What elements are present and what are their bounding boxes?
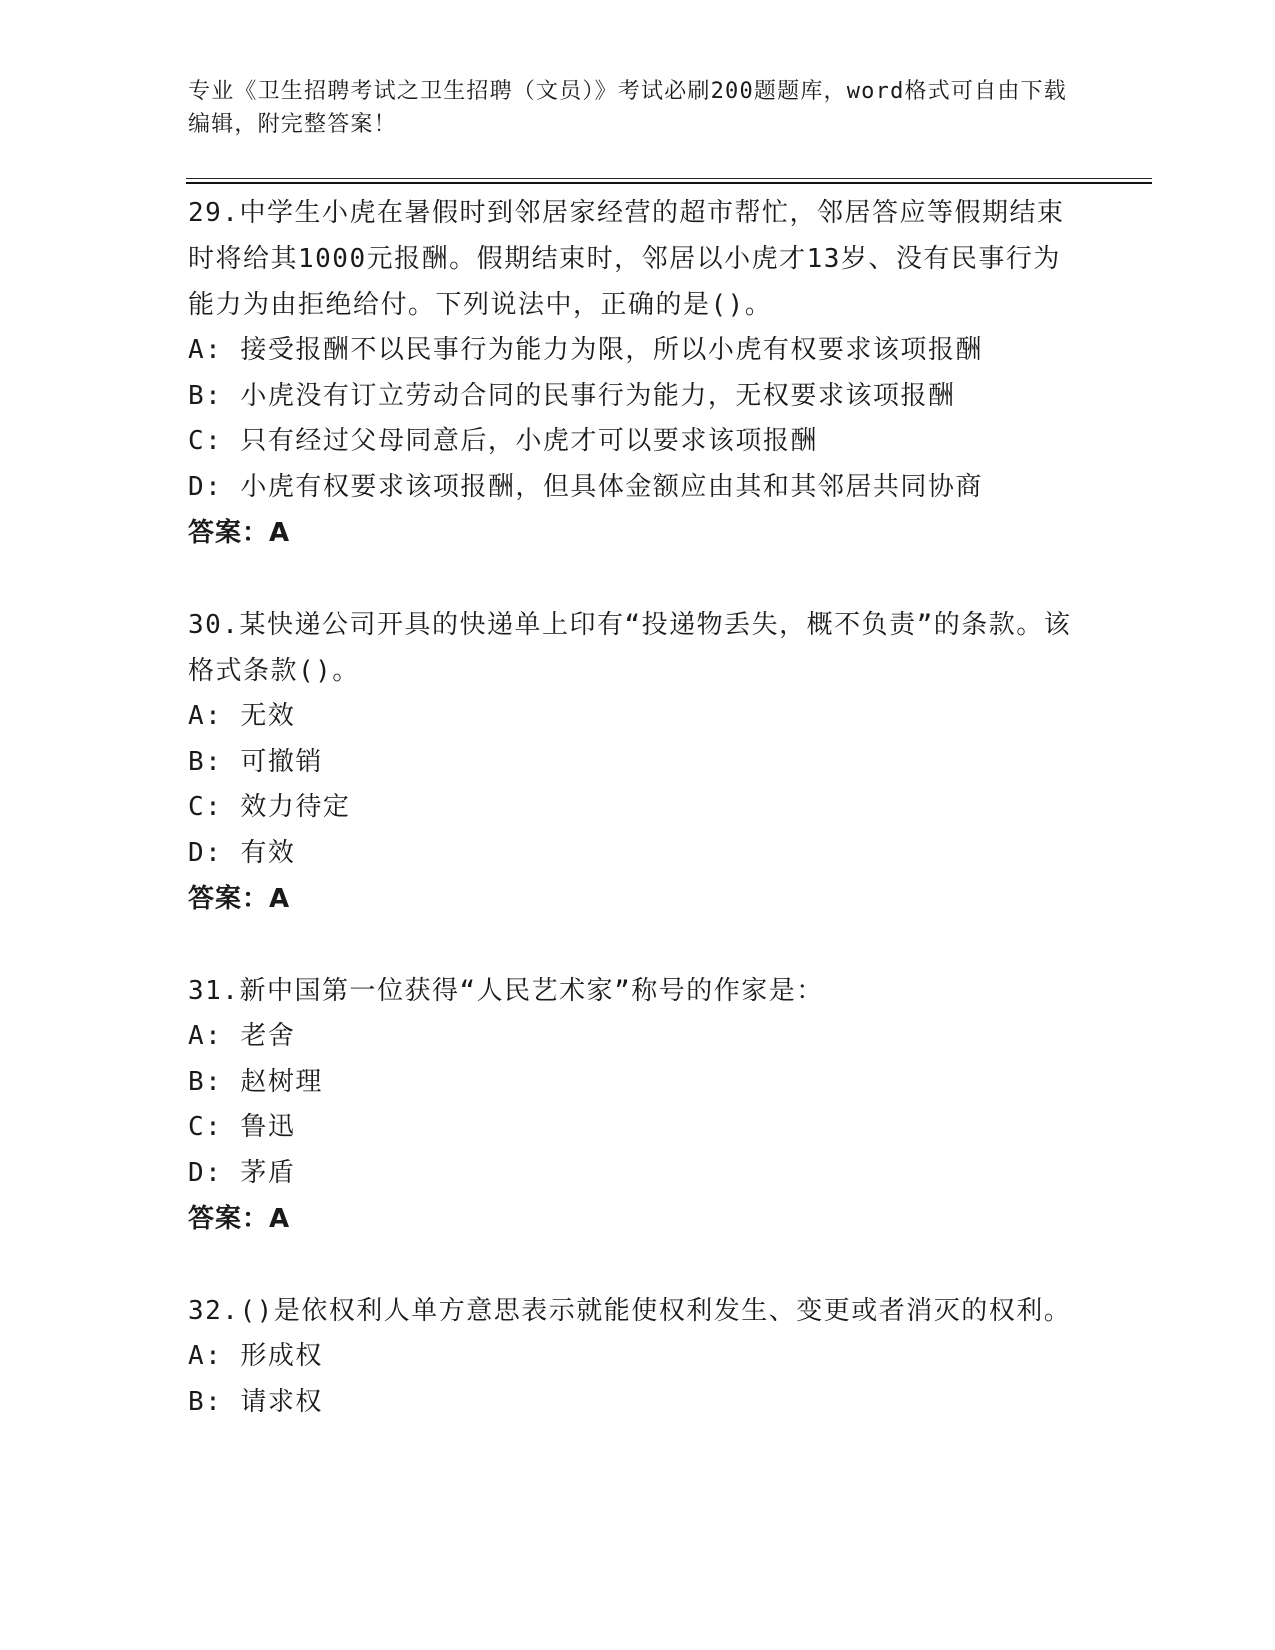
- answer-line: 答案：A: [188, 884, 291, 914]
- header-divider-thick: [186, 182, 1152, 184]
- question-31: [188, 968, 1088, 1242]
- option-b: B: 可撤销: [188, 746, 323, 777]
- option-d: D: 小虎有权要求该项报酬，但具体金额应由其和其邻居共同协商: [188, 471, 983, 502]
- question-32: [188, 1288, 1088, 1425]
- question-29: [188, 190, 1088, 556]
- option-c: C: 鲁迅: [188, 1112, 296, 1142]
- question-stem: 29.中学生小虎在暑假时到邻居家经营的超市帮忙，邻居答应等假期结束时将给其1000元报酬。假期结束时，邻居以小虎才13岁、没有民事行为能力为由拒绝给付。下列说法中，正确的是()。: [188, 198, 1065, 320]
- answer-line: 答案：A: [188, 1204, 291, 1234]
- option-a: A: 形成权: [188, 1341, 323, 1371]
- option-d: D: 茅盾: [188, 1157, 296, 1188]
- option-a: A: 无效: [188, 701, 296, 731]
- question-stem: 30.某快递公司开具的快递单上印有“投递物丢失，概不负责”的条款。该格式条款()。: [188, 610, 1072, 686]
- option-b: B: 小虎没有订立劳动合同的民事行为能力，无权要求该项报酬: [188, 380, 956, 411]
- option-b: B: 赵树理: [188, 1066, 323, 1097]
- option-c: C: 只有经过父母同意后，小虎才可以要求该项报酬: [188, 426, 818, 456]
- header-divider-thin: [186, 178, 1152, 179]
- option-b: B: 请求权: [188, 1386, 323, 1417]
- question-list: [188, 190, 1088, 1425]
- question-30: [188, 602, 1088, 922]
- option-d: D: 有效: [188, 837, 296, 868]
- option-a: A: 接受报酬不以民事行为能力为限，所以小虎有权要求该项报酬: [188, 335, 983, 365]
- answer-line: 答案：A: [188, 518, 291, 548]
- document-header: 专业《卫生招聘考试之卫生招聘（文员）》考试必刷200题题库，word格式可自由下载编辑，附完整答案！: [188, 79, 1067, 137]
- question-stem: 32.()是依权利人单方意思表示就能使权利发生、变更或者消灭的权利。: [188, 1296, 1072, 1326]
- option-a: A: 老舍: [188, 1021, 296, 1051]
- option-c: C: 效力待定: [188, 792, 351, 822]
- question-stem: 31.新中国第一位获得“人民艺术家”称号的作家是：: [188, 976, 824, 1006]
